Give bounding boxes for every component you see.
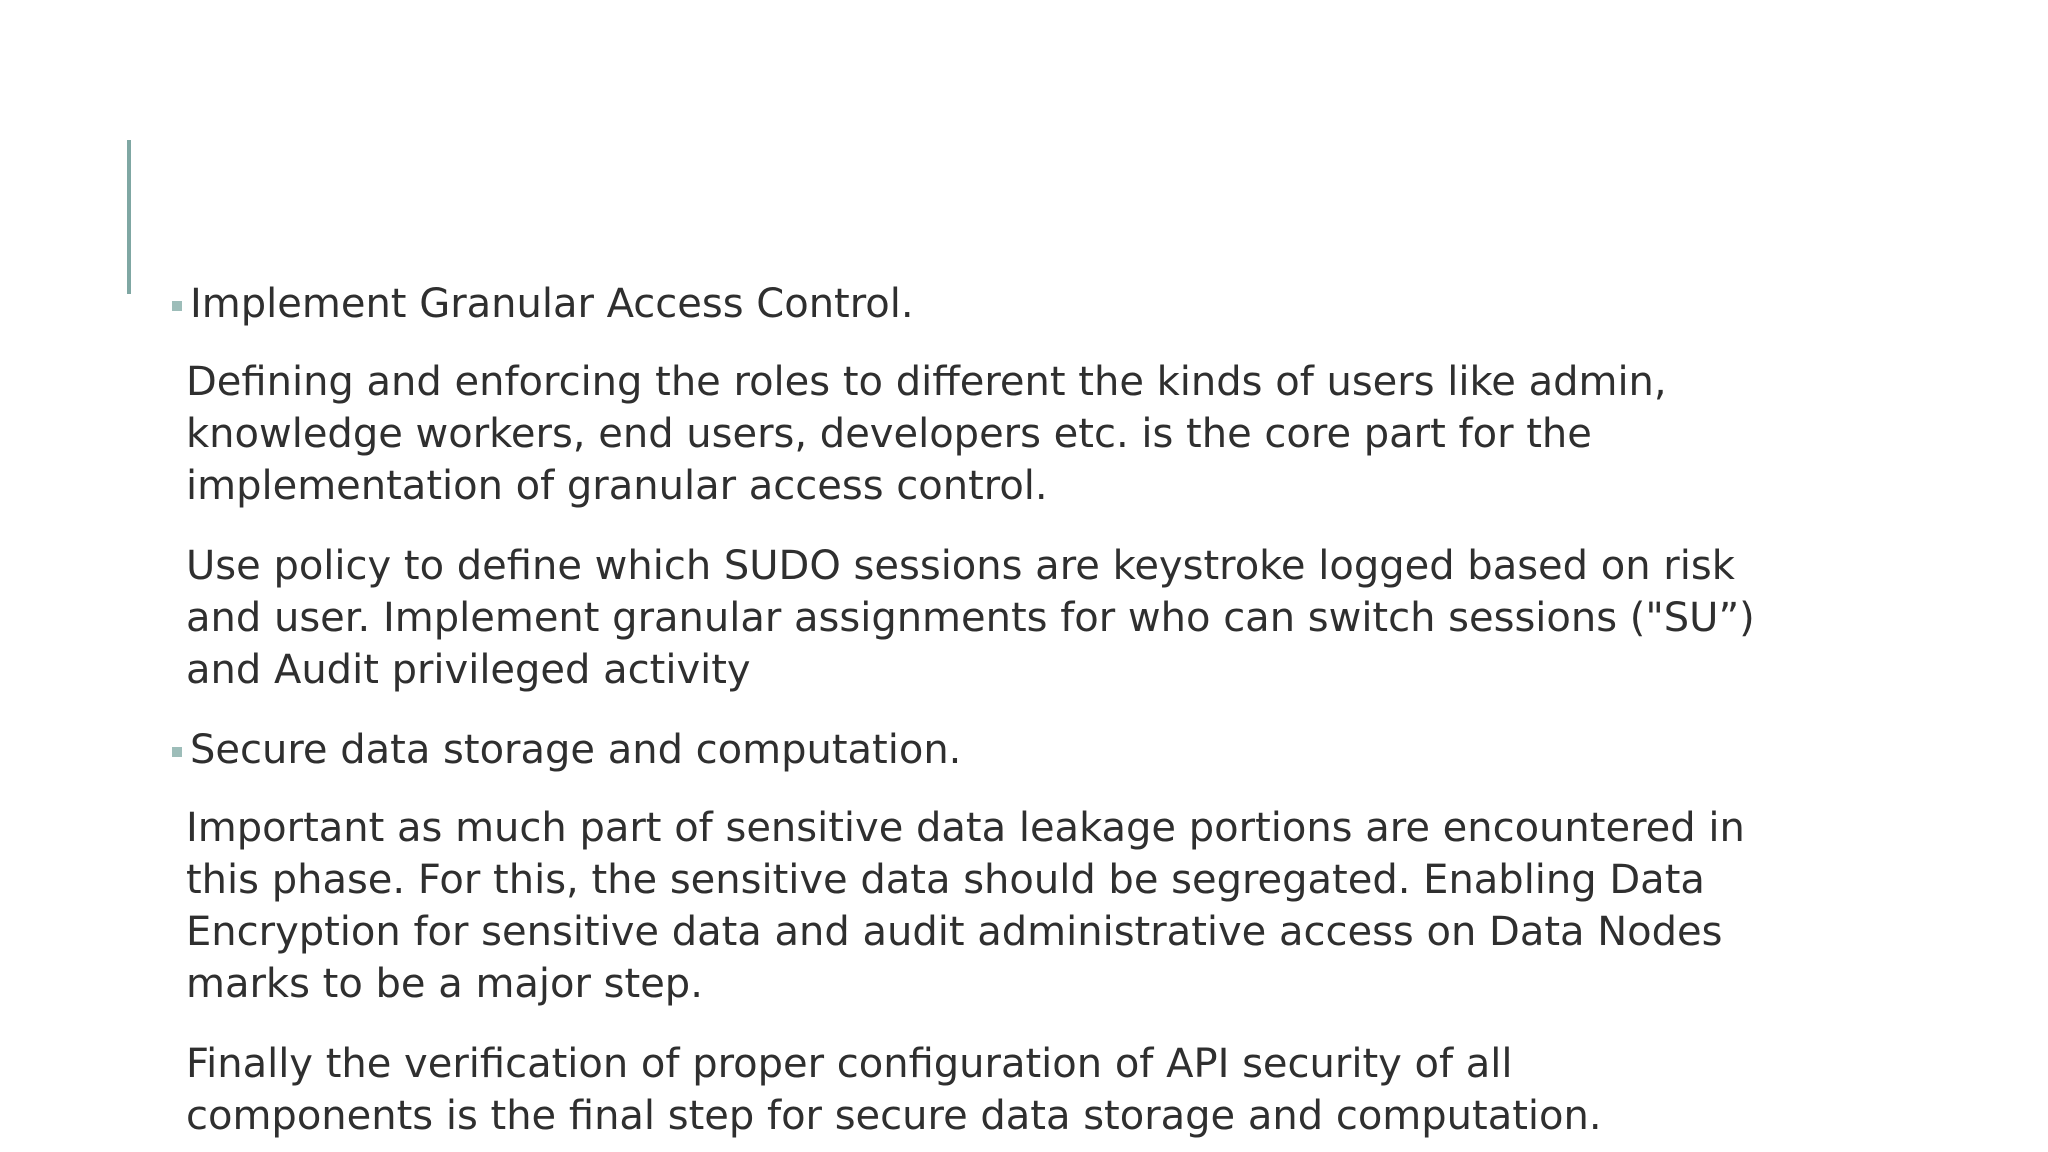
square-bullet-icon [172, 301, 182, 311]
slide-body [172, 278, 1852, 1142]
bullet-heading-text: Implement Granular Access Control. [190, 281, 914, 327]
bullet-heading-access-control [172, 278, 1852, 330]
paragraph-sudo-policy: Use policy to define which SUDO sessions are keystroke logged based on risk and user. Implement granular assignments for who can switch sessions ("SU”) and Audit privileged activity [186, 543, 1755, 693]
accent-bar [127, 140, 131, 294]
bullet-heading-secure-storage [172, 724, 1852, 776]
paragraph-roles: Defining and enforcing the roles to different the kinds of users like admin, knowledge workers, end users, developers etc. is the core part for the implementation of granular access control. [186, 359, 1667, 509]
square-bullet-icon [172, 747, 182, 757]
paragraph-api-security: Finally the verification of proper configuration of API security of all components is the final step for secure data storage and computation. [186, 1041, 1602, 1139]
paragraph-sensitive-data: Important as much part of sensitive data leakage portions are encountered in this phase. For this, the sensitive data should be segregated. Enabling Data Encryption for sensitive data and audit administrative access on Data Nodes marks to be a major step. [186, 805, 1745, 1007]
bullet-heading-text: Secure data storage and computation. [190, 727, 962, 773]
